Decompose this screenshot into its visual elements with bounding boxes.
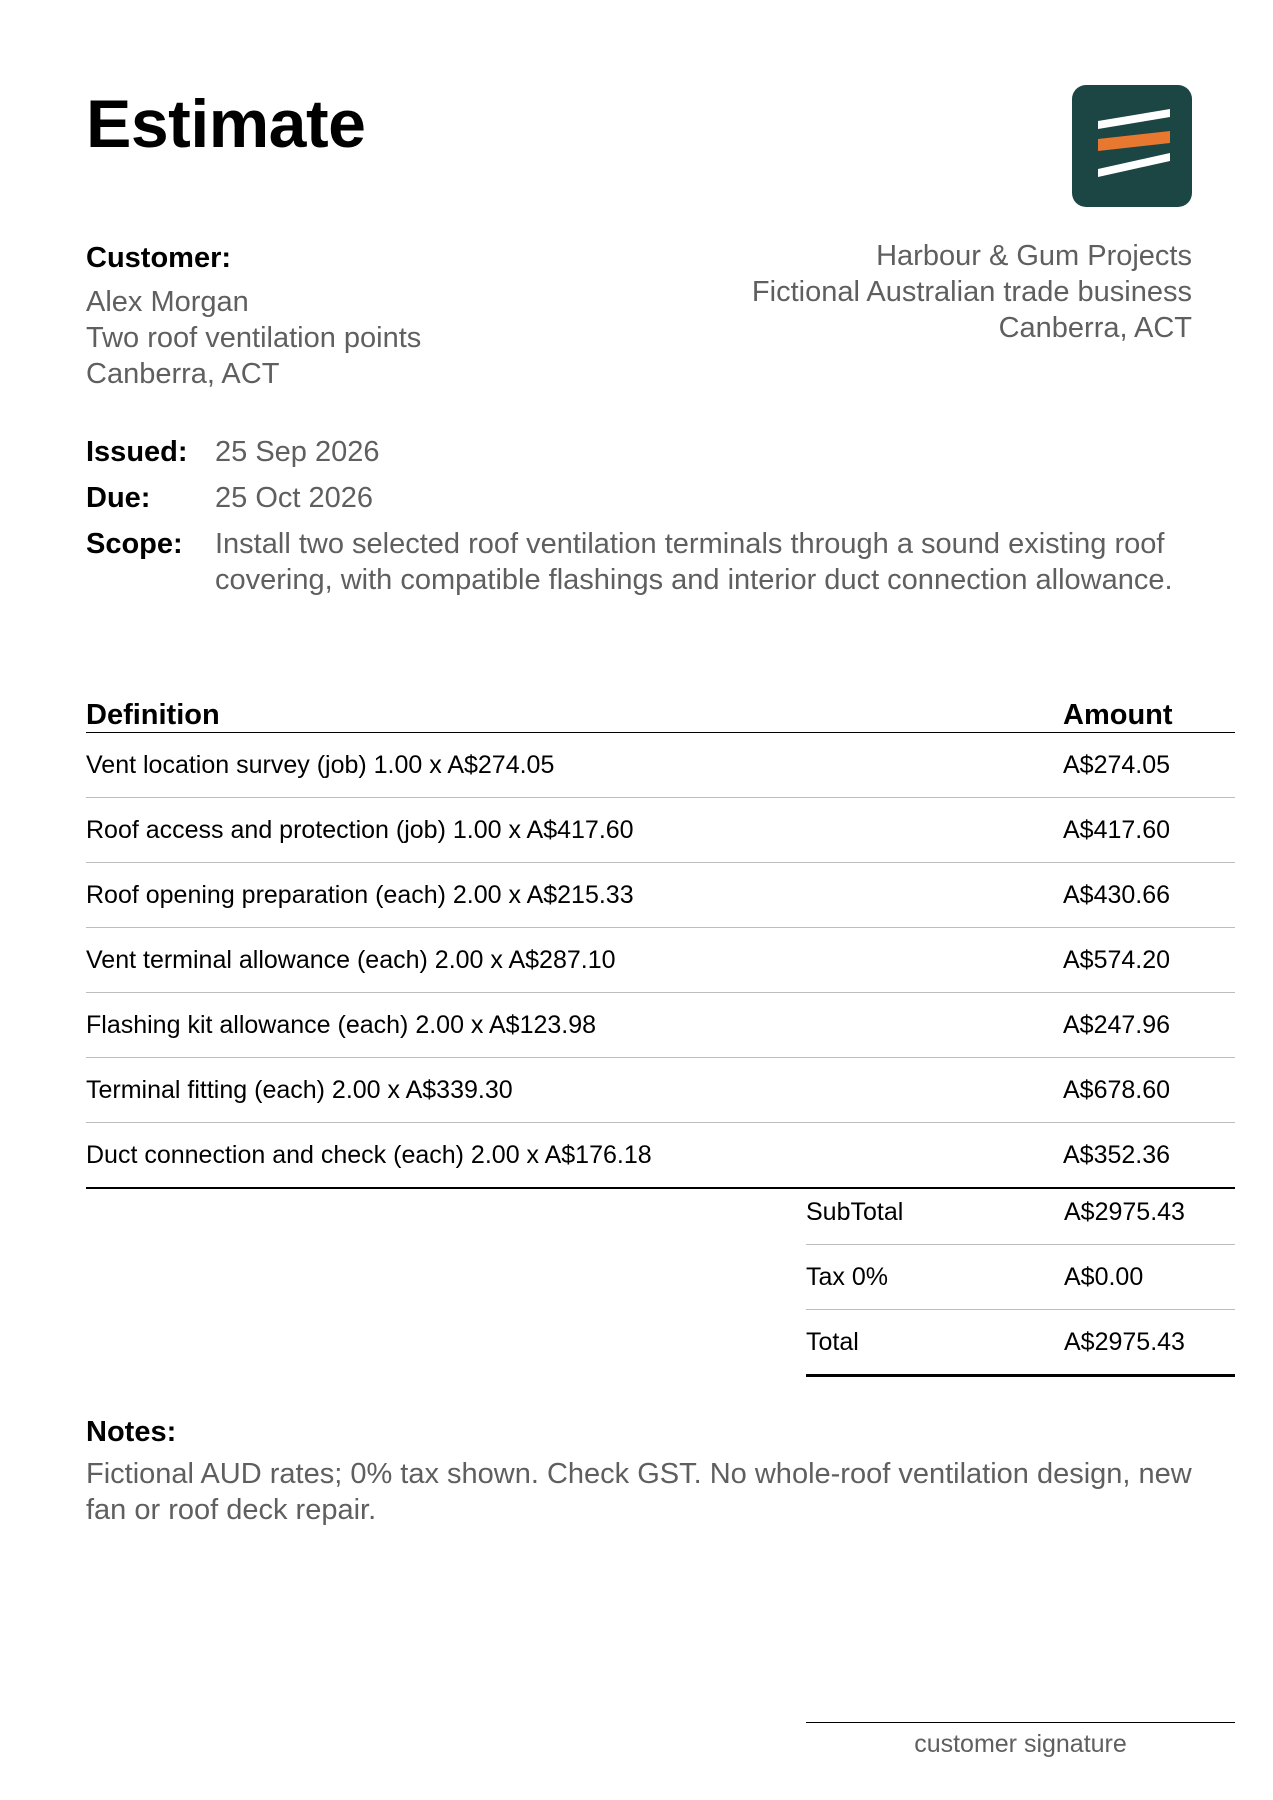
logo-stripe-bottom (1098, 153, 1170, 177)
row-definition: Roof access and protection (job) 1.00 x A$417.60 (86, 815, 634, 844)
row-definition: Duct connection and check (each) 2.00 x A$176.18 (86, 1140, 652, 1169)
table-row (86, 863, 1235, 928)
notes-block (86, 1412, 1216, 1528)
issued-row (86, 434, 1196, 470)
customer-label: Customer: (86, 242, 232, 274)
company-block (752, 238, 1192, 346)
tax-row (806, 1245, 1235, 1310)
table-row (86, 733, 1235, 798)
row-definition: Terminal fitting (each) 2.00 x A$339.30 (86, 1075, 513, 1104)
due-label: Due: (86, 482, 151, 514)
table-row (86, 1058, 1235, 1123)
issued-label: Issued: (86, 436, 188, 468)
logo-stripe-middle (1098, 131, 1170, 151)
totals-block (806, 1180, 1235, 1377)
amount-header: Amount (1063, 699, 1173, 731)
total-row (806, 1310, 1235, 1377)
table-row (86, 993, 1235, 1058)
line-items-table (86, 690, 1235, 1189)
table-row (86, 928, 1235, 993)
table-row (86, 798, 1235, 863)
tax-label: Tax 0% (806, 1262, 888, 1291)
scope-text: Install two selected roof ventilation terminals through a sound existing roof covering, with compatible flashings and interior duct connection allowance. (215, 528, 1173, 596)
subtotal-value: A$2975.43 (1064, 1197, 1185, 1226)
table-header (86, 690, 1235, 733)
row-amount: A$274.05 (1063, 750, 1171, 779)
page-title: Estimate (86, 86, 366, 162)
due-row (86, 480, 1196, 516)
notes-label: Notes: (86, 1416, 177, 1448)
subtotal-label: SubTotal (806, 1197, 904, 1226)
tax-value: A$0.00 (1064, 1262, 1144, 1291)
subtotal-row (806, 1180, 1235, 1245)
row-amount: A$430.66 (1063, 880, 1171, 909)
row-amount: A$247.96 (1063, 1010, 1171, 1039)
issued-date: 25 Sep 2026 (215, 436, 380, 468)
company-name: Harbour & Gum Projects (876, 240, 1192, 272)
layers-icon (1072, 85, 1192, 207)
row-amount: A$678.60 (1063, 1075, 1171, 1104)
total-label: Total (806, 1327, 859, 1356)
row-amount: A$417.60 (1063, 815, 1171, 844)
logo-stripe-top (1098, 109, 1170, 129)
signature-line (806, 1722, 1235, 1723)
row-amount: A$574.20 (1063, 945, 1171, 974)
row-definition: Vent terminal allowance (each) 2.00 x A$287.10 (86, 945, 616, 974)
row-definition: Roof opening preparation (each) 2.00 x A$215.33 (86, 880, 634, 909)
row-definition: Vent location survey (job) 1.00 x A$274.05 (86, 750, 555, 779)
customer-location: Canberra, ACT (86, 358, 280, 390)
row-amount: A$352.36 (1063, 1140, 1171, 1169)
company-location: Canberra, ACT (998, 312, 1192, 344)
scope-label: Scope: (86, 528, 183, 560)
customer-job: Two roof ventilation points (86, 322, 422, 354)
due-date: 25 Oct 2026 (215, 482, 373, 514)
signature-label: customer signature (914, 1730, 1127, 1758)
estimate-meta (86, 434, 1196, 608)
total-value: A$2975.43 (1064, 1327, 1185, 1356)
notes-text: Fictional AUD rates; 0% tax shown. Check GST. No whole-roof ventilation design, new fan or roof deck repair. (86, 1458, 1192, 1526)
definition-header: Definition (86, 699, 220, 731)
scope-row (86, 526, 1196, 598)
row-definition: Flashing kit allowance (each) 2.00 x A$123.98 (86, 1010, 597, 1039)
company-logo (1072, 85, 1192, 207)
customer-block (86, 238, 421, 392)
customer-name: Alex Morgan (86, 286, 249, 318)
company-description: Fictional Australian trade business (751, 276, 1192, 308)
